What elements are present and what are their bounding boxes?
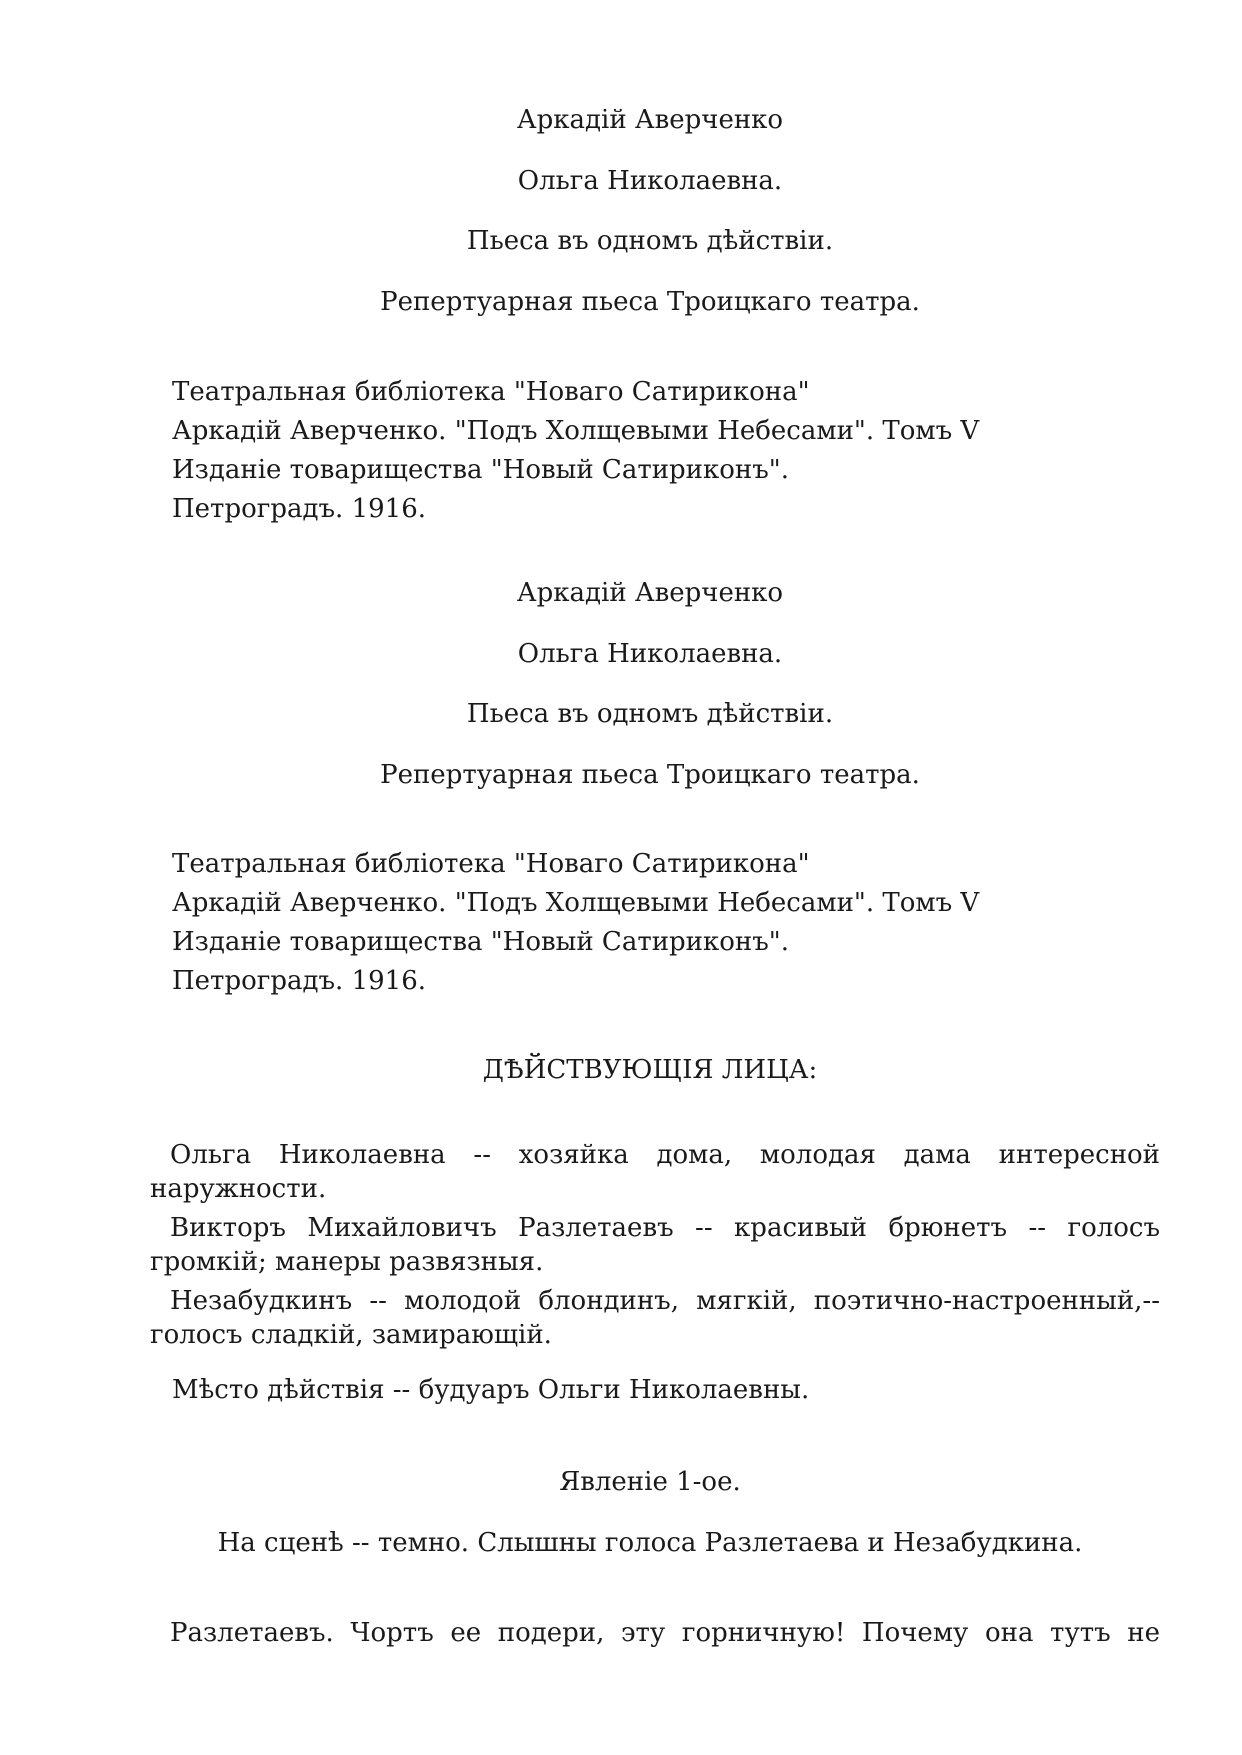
cast-entry-olga-cont: наружности. <box>150 1174 327 1204</box>
publication-line: Театральная библіотека "Новаго Сатирикона" <box>172 377 810 407</box>
author-name: Аркадій Аверченко <box>516 578 784 608</box>
repertoire-note: Репертуарная пьеса Троицкаго театра. <box>380 760 920 790</box>
play-subtitle: Пьеса въ одномъ дѣйствіи. <box>466 226 834 256</box>
publication-line: Петроградъ. 1916. <box>172 966 427 996</box>
speech-line: Разлетаевъ. Чортъ ее подери, эту горничную! Почему она тутъ не <box>170 1618 1160 1648</box>
play-title: Ольга Николаевна. <box>517 639 783 669</box>
publication-line: Изданіе товарищества "Новый Сатириконъ". <box>172 927 790 957</box>
cast-entry-viktor: Викторъ Михайловичъ Разлетаевъ -- красивый брюнетъ -- голосъ <box>170 1213 1160 1243</box>
publication-line: Изданіе товарищества "Новый Сатириконъ". <box>172 455 790 485</box>
play-subtitle: Пьеса въ одномъ дѣйствіи. <box>466 699 834 729</box>
scene-place: Мѣсто дѣйствія -- будуаръ Ольги Николаевны. <box>172 1375 810 1405</box>
repertoire-note: Репертуарная пьеса Троицкаго театра. <box>380 287 920 317</box>
play-title: Ольга Николаевна. <box>517 166 783 196</box>
author-name: Аркадій Аверченко <box>516 105 784 135</box>
cast-entry-olga: Ольга Николаевна -- хозяйка дома, молодая дама интересной <box>170 1140 1160 1170</box>
dialogue <box>150 1616 1160 1650</box>
cast-entry-nezabudkin-cont: голосъ сладкій, замирающій. <box>150 1320 552 1350</box>
cast-entry-viktor-cont: громкій; манеры развязныя. <box>150 1247 544 1277</box>
cast-entry-nezabudkin: Незабудкинъ -- молодой блондинъ, мягкій, поэтично-настроенный,-- <box>170 1286 1160 1316</box>
publication-line: Аркадій Аверченко. "Подъ Холщевыми Небесами". Томъ V <box>172 888 980 918</box>
publication-line: Аркадій Аверченко. "Подъ Холщевыми Небесами". Томъ V <box>172 416 980 446</box>
cast-list <box>150 1138 1160 1352</box>
publication-line: Театральная библіотека "Новаго Сатирикона" <box>172 849 810 879</box>
stage-direction: На сценѣ -- темно. Слышны голоса Разлетаева и Незабудкина. <box>217 1528 1083 1558</box>
publication-line: Петроградъ. 1916. <box>172 494 427 524</box>
cast-heading: ДѢЙСТВУЮЩІЯ ЛИЦА: <box>482 1055 818 1085</box>
scene-heading: Явленіе 1-ое. <box>559 1467 741 1497</box>
